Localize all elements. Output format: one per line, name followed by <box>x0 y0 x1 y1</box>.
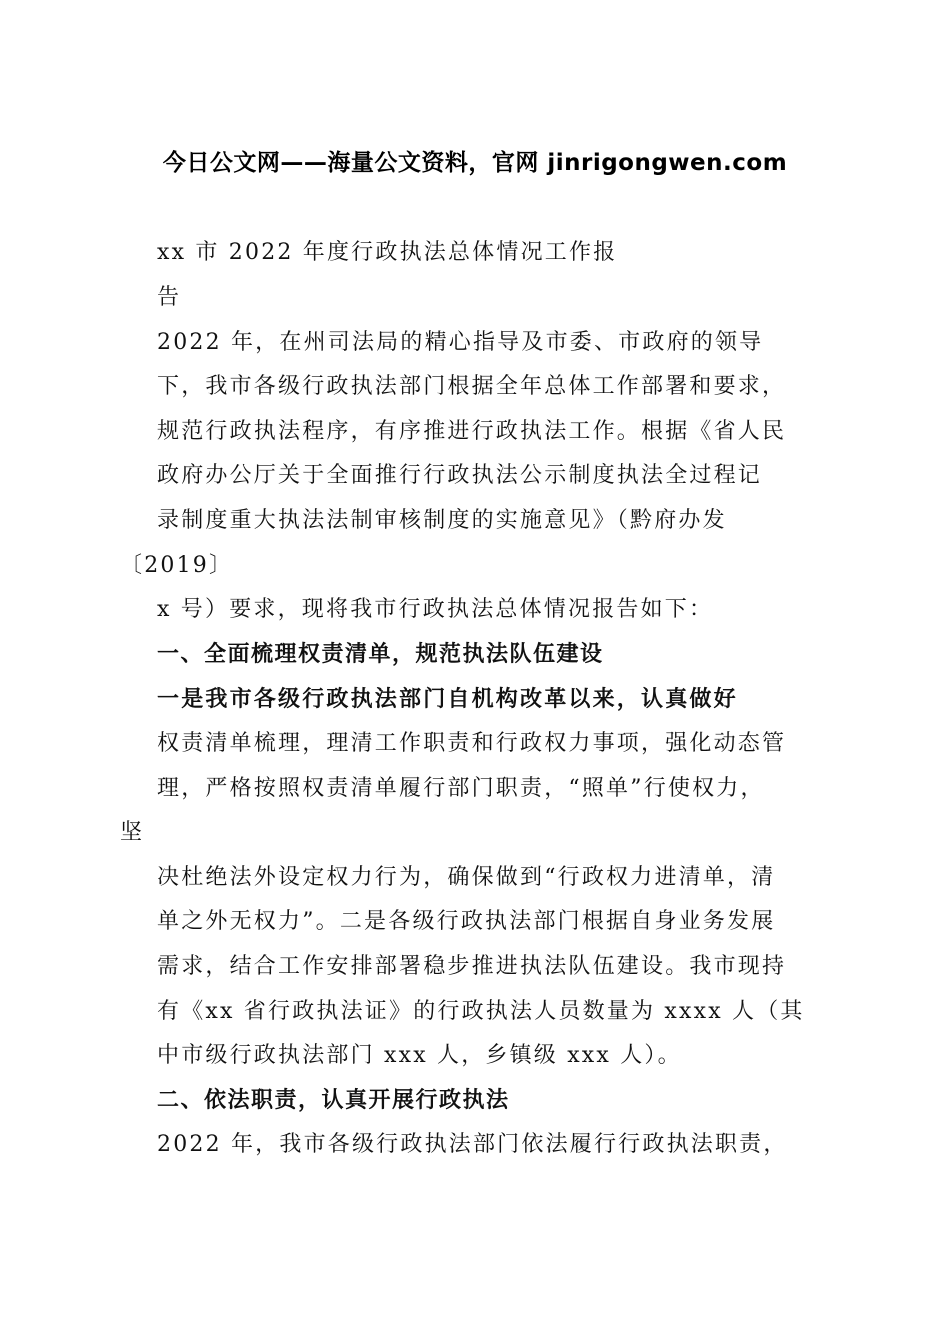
section-2-line-1: 2022 年，我市各级行政执法部门依法履行行政执法职责， <box>157 1132 788 1157</box>
site-banner: 今日公文网——海量公文资料，官网 jinrigongwen.com <box>162 150 788 176</box>
intro-line-7: x 号）要求，现将我市行政执法总体情况报告如下： <box>157 597 714 622</box>
section-1-line-7: 需求，结合工作安排部署稳步推进执法队伍建设。我市现持 <box>157 954 787 979</box>
section-1-line-4: 坚 <box>120 820 145 845</box>
intro-line-6: 〔2019〕 <box>120 553 234 578</box>
section-1-heading: 一、全面梳理权责清单，规范执法队伍建设 <box>157 642 604 667</box>
section-1-line-8: 有《xx 省行政执法证》的行政执法人员数量为 xxxx 人（其 <box>157 999 805 1024</box>
section-1-line-3: 理，严格按照权责清单履行部门职责，“照单”行使权力， <box>157 776 765 801</box>
section-2-heading: 二、依法职责，认真开展行政执法 <box>157 1088 510 1113</box>
intro-line-3: 规范行政执法程序，有序推进行政执法工作。根据《省人民 <box>157 419 787 444</box>
intro-line-1: 2022 年，在州司法局的精心指导及市委、市政府的领导 <box>157 330 764 355</box>
document-title-line-1: xx 市 2022 年度行政执法总体情况工作报 <box>157 240 618 265</box>
section-1-line-5: 决杜绝法外设定权力行为，确保做到“行政权力进清单，清 <box>157 865 776 890</box>
intro-line-2: 下，我市各级行政执法部门根据全年总体工作部署和要求， <box>157 374 787 399</box>
document-title-line-2: 告 <box>157 285 182 310</box>
section-1-line-9: 中市级行政执法部门 xxx 人，乡镇级 xxx 人）。 <box>157 1043 682 1068</box>
section-1-line-1: 一是我市各级行政执法部门自机构改革以来，认真做好 <box>157 686 738 712</box>
intro-line-4: 政府办公厅关于全面推行行政执法公示制度执法全过程记 <box>157 463 763 488</box>
section-1-line-2: 权责清单梳理，理清工作职责和行政权力事项，强化动态管 <box>157 731 787 756</box>
section-1-line-6: 单之外无权力”。二是各级行政执法部门根据自身业务发展 <box>157 909 776 934</box>
intro-line-5: 录制度重大执法法制审核制度的实施意见》（黔府办发 <box>157 508 727 533</box>
